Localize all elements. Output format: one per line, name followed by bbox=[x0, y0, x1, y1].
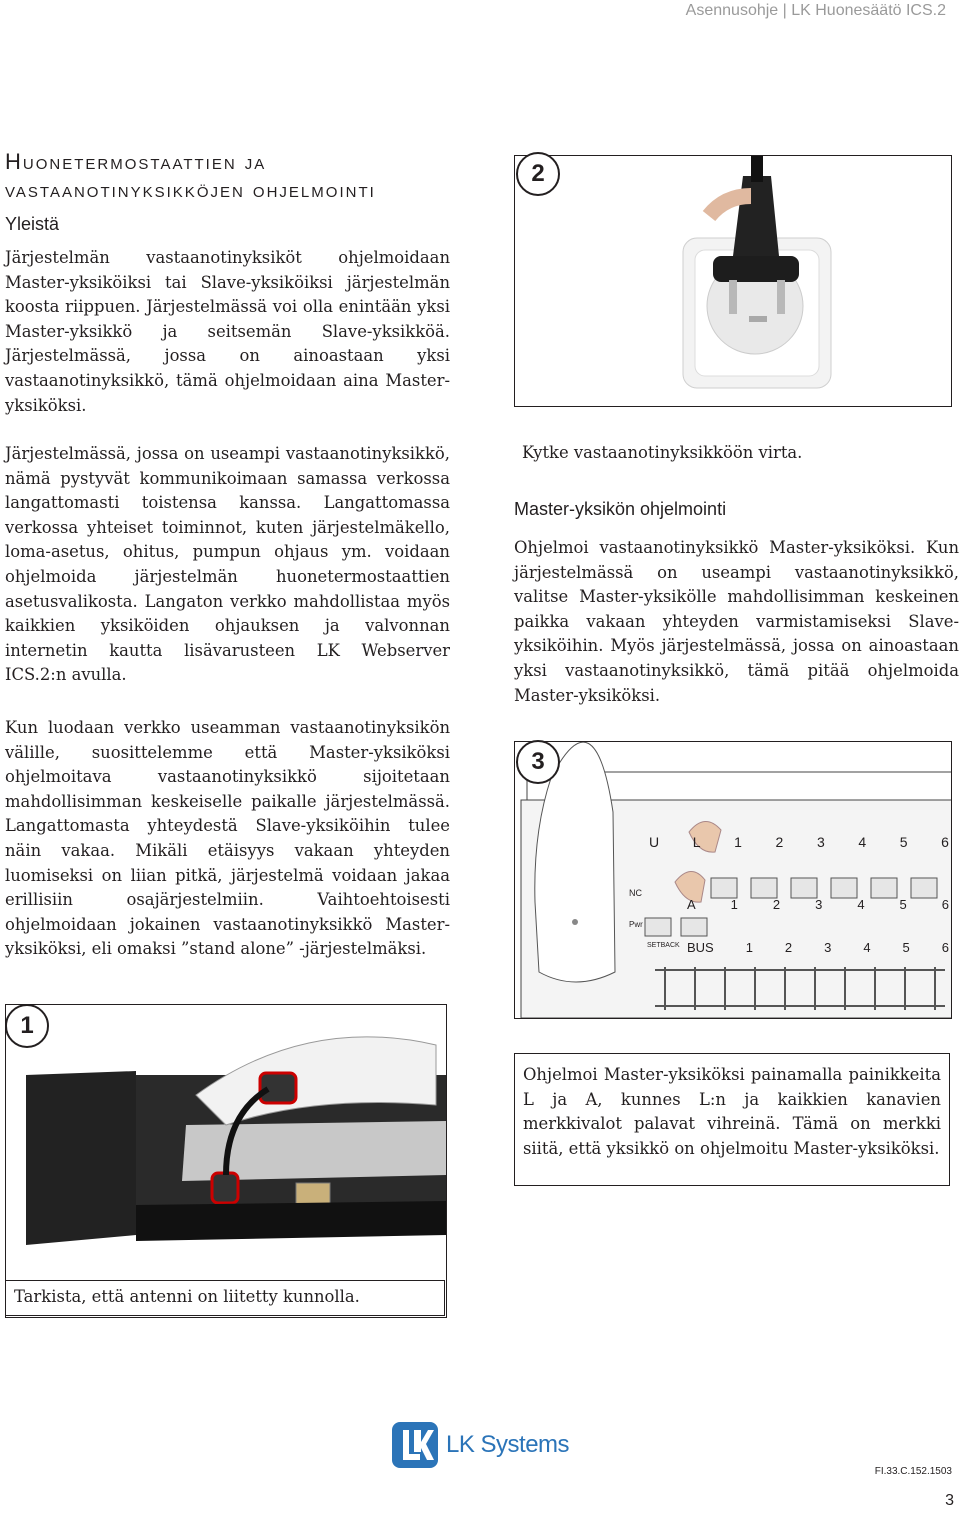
label-pwr: Pwr bbox=[629, 920, 643, 929]
subheading-master-programming: Master-yksikön ohjelmointi bbox=[514, 499, 727, 519]
label-top-5: 5 bbox=[899, 834, 908, 850]
power-plug-illustration bbox=[515, 156, 951, 406]
label-mid-2: 2 bbox=[772, 897, 781, 912]
paragraph-intro: Järjestelmän vastaanotinyksiköt ohjelmoidaan Master-yksiköiksi tai Slave-yksiköiksi järjestelmän koosta riippuen. Järjestelmässä voi olla enintään yksi Master-yksikkö ja seitsemän Slave-yksikköä. Järjestelmässä, jossa on ainoastaan yksi vastaanotinyksikkö, tämä ohjelmoidaan aina Master-yksiköksi. bbox=[5, 248, 450, 415]
receiver-unit-illustration bbox=[6, 1005, 446, 1317]
label-top-3: 3 bbox=[816, 834, 825, 850]
figure-1-box bbox=[5, 1004, 447, 1318]
label-top-6: 6 bbox=[941, 834, 949, 850]
figure-3-number: 3 bbox=[516, 740, 560, 784]
right-paragraph-container bbox=[514, 536, 959, 708]
paragraph-network: Järjestelmässä, jossa on useampi vastaanotinyksikkö, nämä pystyvät kommunikoimaan samassa verkossa langattomasti toistensa kanssa. Langattomassa verkossa yhteiset toiminnot, kuten järjestelmäkello, loma-asetus, ohitus, pumpun ohjaus ym. voidaan ohjelmoida järjestelmän huonetermostaattien asetusvalikosta. Langaton verkko mahdollistaa myös kaikkien yksiköiden ohjauksen ja valvonnan internetin kautta lisävarusteen LK Webserver ICS.2:n avulla. bbox=[5, 444, 450, 685]
left-paragraph-2-container bbox=[5, 442, 450, 688]
label-bottom-2: 2 bbox=[784, 940, 793, 955]
label-u: U bbox=[649, 834, 660, 850]
label-mid-4: 4 bbox=[857, 897, 865, 912]
label-mid-6: 6 bbox=[941, 897, 949, 912]
label-bottom-1: 1 bbox=[745, 940, 753, 955]
subheading-general: Yleistä bbox=[5, 214, 60, 234]
label-l: L bbox=[692, 834, 701, 850]
label-bottom-3: 3 bbox=[824, 940, 832, 955]
paragraph-master: Ohjelmoi vastaanotinyksikkö Master-yksiköksi. Kun järjestelmässä on useampi vastaanotinyksikkö, valitse Master-yksikölle mahdollisimman keskeinen paikka vakaan yhteyden varmistamiseksi Slave-yksiköihin. Myös järjestelmässä, jossa on ainoastaan yksi vastaanotinyksikkö, tämä pitää ohjelmoida Master-yksiköksi. bbox=[514, 538, 959, 705]
panel-top-labels bbox=[649, 834, 949, 850]
left-paragraph-1-container bbox=[5, 246, 450, 418]
figure-3-box bbox=[514, 741, 952, 1019]
label-nc: NC bbox=[629, 888, 642, 898]
lk-logo-icon bbox=[392, 1422, 438, 1468]
figure-1-number: 1 bbox=[5, 1004, 49, 1048]
label-top-2: 2 bbox=[775, 834, 784, 850]
panel-mid-labels bbox=[687, 897, 949, 912]
left-paragraph-3-container bbox=[5, 716, 450, 962]
figure-1-caption: Tarkista, että antenni on liitetty kunnolla. bbox=[5, 1280, 445, 1316]
label-bottom-6: 6 bbox=[941, 940, 949, 955]
figure-2-caption: Kytke vastaanotinyksikköön virta. bbox=[522, 443, 803, 462]
label-bottom-4: 4 bbox=[863, 940, 871, 955]
label-mid-1: 1 bbox=[730, 897, 738, 912]
label-bus: BUS bbox=[687, 940, 714, 955]
header-breadcrumb: Asennusohje | LK Huonesäätö ICS.2 bbox=[685, 2, 946, 19]
page-number: 3 bbox=[945, 1492, 954, 1509]
logo-text: LK Systems bbox=[446, 1431, 570, 1458]
panel-bottom-labels bbox=[687, 940, 949, 955]
label-top-1: 1 bbox=[734, 834, 742, 850]
document-code: FI.33.C.152.1503 bbox=[874, 1466, 952, 1477]
section-title: Huonetermostaattien ja vastaanotinyksikköjen ohjelmointi bbox=[5, 149, 376, 202]
label-mid-5: 5 bbox=[899, 897, 907, 912]
label-top-4: 4 bbox=[858, 834, 867, 850]
figure-2-box bbox=[514, 155, 952, 407]
control-panel-illustration bbox=[515, 742, 951, 1018]
label-mid-3: 3 bbox=[815, 897, 823, 912]
figure-3-caption: Ohjelmoi Master-yksiköksi painamalla painikkeita L ja A, kunnes L:n ja kaikkien kanavien merkkivalot palavat vihreinä. Tämä on merkki siitä, että yksikkö on ohjelmoitu Master-yksiköksi. bbox=[514, 1053, 950, 1186]
label-setback: SETBACK bbox=[647, 942, 680, 949]
paragraph-placement: Kun luodaan verkko useamman vastaanotinyksikön välille, suosittelemme että Master-yksiköksi ohjelmoitava vastaanotinyksikkö sijoitetaan mahdollisimman keskeiselle paikalle järjestelmässä. Langattomasta yhteydestä Slave-yksiköihin tulee näin vakaa. Mikäli etäisyys vakaan yhteyden luomiseksi on liian pitkä, järjestelmä voidaan jakaa erillisiin osajärjestelmiin. Vaihtoehtoisesti ohjelmoidaan jokainen vastaanotinyksikkö Master-yksiköksi, eli omaksi ”stand alone” -järjestelmäksi. bbox=[5, 718, 450, 959]
lk-systems-logo bbox=[392, 1422, 569, 1468]
label-bottom-5: 5 bbox=[902, 940, 910, 955]
figure-2-number: 2 bbox=[516, 152, 560, 196]
label-a: A bbox=[687, 897, 696, 912]
